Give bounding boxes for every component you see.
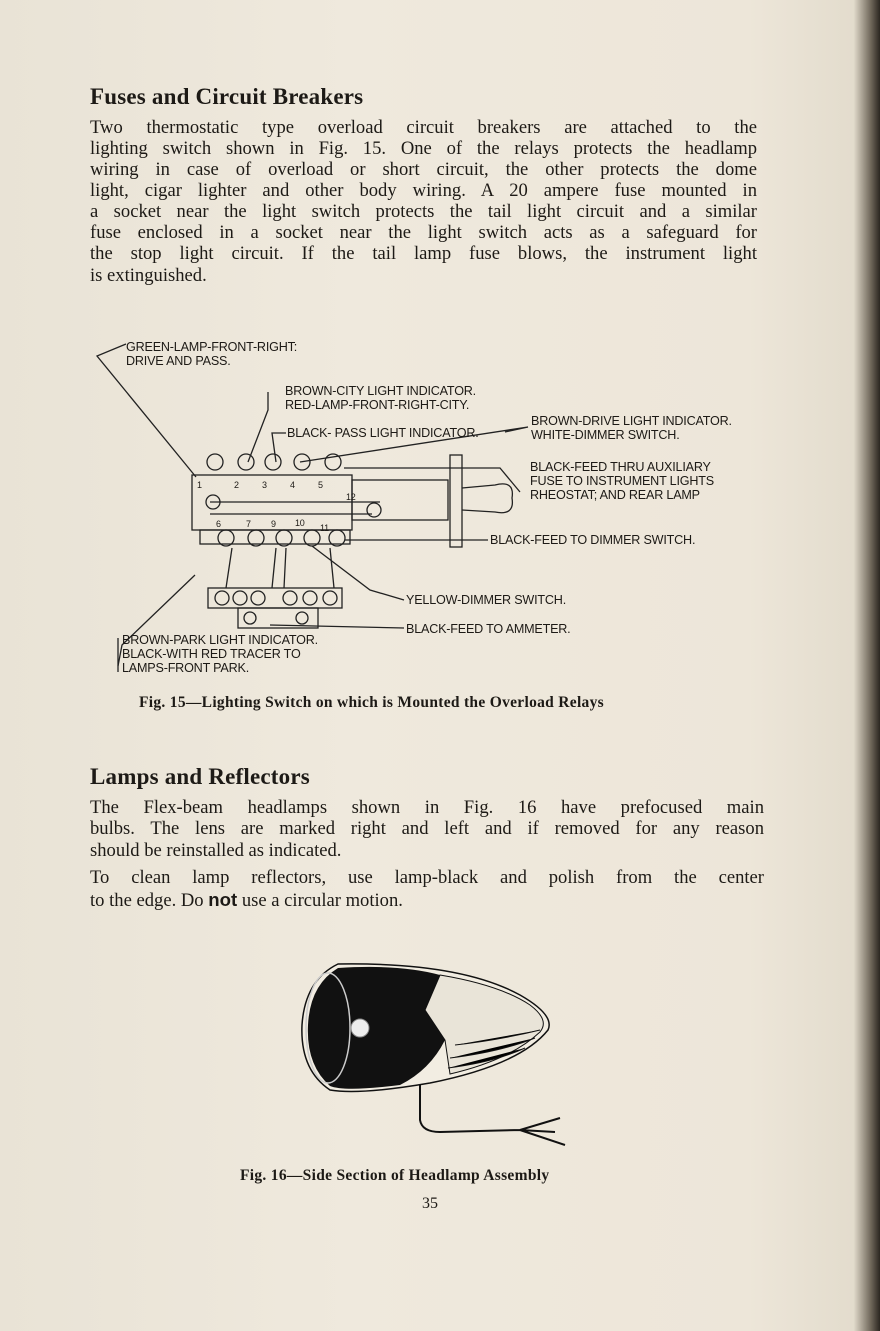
section-heading-lamps: Lamps and Reflectors bbox=[90, 764, 310, 789]
text-line: is extinguished. bbox=[90, 265, 207, 286]
label-line: WHITE-DIMMER SWITCH. bbox=[531, 428, 680, 442]
text-line: a socket near the light switch protects the tail light circuit and a similar bbox=[90, 201, 757, 222]
terminal-number: 4 bbox=[290, 480, 295, 490]
text-line: wiring in case of overload or short circuit, the other protects the dome bbox=[90, 159, 757, 180]
terminal-number: 9 bbox=[271, 519, 276, 529]
terminal-number: 12 bbox=[346, 492, 356, 502]
section-heading-fuses: Fuses and Circuit Breakers bbox=[90, 84, 364, 109]
label-line: RED-LAMP-FRONT-RIGHT-CITY. bbox=[285, 398, 470, 412]
label-line: BROWN-DRIVE LIGHT INDICATOR. bbox=[531, 414, 732, 428]
terminal-number: 1 bbox=[197, 480, 202, 490]
label-line: BLACK-FEED THRU AUXILIARY bbox=[530, 460, 711, 474]
terminal-number: 5 bbox=[318, 480, 323, 490]
terminal-number: 11 bbox=[320, 523, 329, 533]
label-line: RHEOSTAT; AND REAR LAMP bbox=[530, 488, 700, 502]
label-line: FUSE TO INSTRUMENT LIGHTS bbox=[530, 474, 714, 488]
text-span: use a circular motion. bbox=[237, 890, 403, 911]
text-line: Two thermostatic type overload circuit breakers are attached to the bbox=[90, 117, 757, 138]
terminal-number: 2 bbox=[234, 480, 239, 490]
label-line: GREEN-LAMP-FRONT-RIGHT: bbox=[126, 340, 298, 354]
label-line: LAMPS-FRONT PARK. bbox=[122, 661, 249, 675]
terminal-number: 10 bbox=[295, 518, 305, 528]
text-line: To clean lamp reflectors, use lamp-black and polish from the center bbox=[90, 867, 764, 888]
label-line: BLACK-WITH RED TRACER TO bbox=[122, 647, 301, 661]
page-number: 35 bbox=[422, 1195, 438, 1212]
terminal-number: 6 bbox=[216, 519, 221, 529]
text-line: fuse enclosed in a socket near the light switch acts as a safeguard for bbox=[90, 222, 757, 243]
figure-15-caption: Fig. 15—Lighting Switch on which is Mounted the Overload Relays bbox=[139, 694, 604, 711]
terminal-number: 3 bbox=[262, 480, 267, 490]
label-black-feed-dimmer: BLACK-FEED TO DIMMER SWITCH. bbox=[490, 533, 696, 547]
emphasis-not: not bbox=[208, 889, 238, 910]
label-black-pass: BLACK- PASS LIGHT INDICATOR. bbox=[287, 426, 479, 440]
text-line: the stop light circuit. If the tail lamp fuse blows, the instrument light bbox=[90, 243, 757, 264]
label-line: DRIVE AND PASS. bbox=[126, 354, 231, 368]
text-line: bulbs. The lens are marked right and left and if removed for any reason bbox=[90, 818, 764, 839]
figure-16-caption: Fig. 16—Side Section of Headlamp Assembly bbox=[240, 1167, 550, 1184]
label-line: BROWN-PARK LIGHT INDICATOR. bbox=[122, 633, 318, 647]
label-black-ammeter: BLACK-FEED TO AMMETER. bbox=[406, 622, 571, 636]
text-line: lighting switch shown in Fig. 15. One of the relays protects the headlamp bbox=[90, 138, 757, 159]
text-line: light, cigar lighter and other body wiring. A 20 ampere fuse mounted in bbox=[90, 180, 757, 201]
text-line: should be reinstalled as indicated. bbox=[90, 840, 342, 861]
label-line: BROWN-CITY LIGHT INDICATOR. bbox=[285, 384, 476, 398]
label-yellow-dimmer: YELLOW-DIMMER SWITCH. bbox=[406, 593, 566, 607]
text-span: to the edge. Do bbox=[90, 890, 209, 911]
text-line: The Flex-beam headlamps shown in Fig. 16 have prefocused main bbox=[90, 797, 764, 818]
terminal-number: 7 bbox=[246, 519, 251, 529]
